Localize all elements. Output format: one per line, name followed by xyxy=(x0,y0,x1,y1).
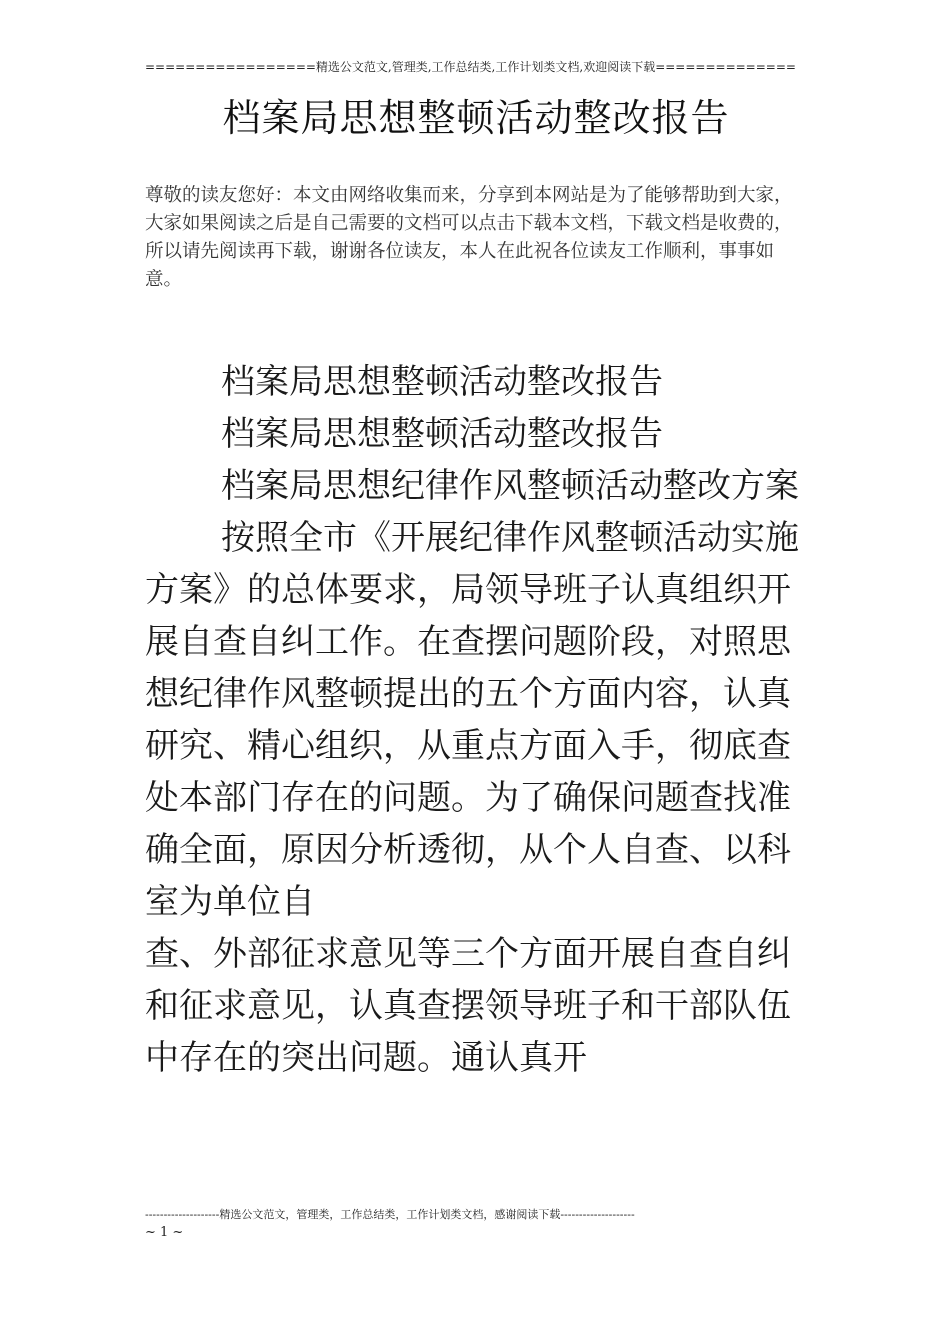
page-number: ~ 1 ~ xyxy=(145,1225,184,1240)
body-paragraph: 查、外部征求意见等三个方面开展自查自纠和征求意见，认真查摆领导班子和干部队伍中存在的突出问题。通认真开 xyxy=(145,934,791,1078)
body-paragraph: 档案局思想整顿活动整改报告 xyxy=(221,414,663,454)
header-banner: =================精选公文范文,管理类,工作总结类,工作计划类文档,欢迎阅读下载============== xyxy=(145,60,796,74)
reader-notice: 尊敬的读友您好：本文由网络收集而来，分享到本网站是为了能够帮助到大家，大家如果阅读之后是自己需要的文档可以点击下载本文档，下载文档是收费的，所以请先阅读再下载，谢谢各位读友，本人在此祝各位读友工作顺利，事事如意。 xyxy=(145,185,793,290)
document-title: 档案局思想整顿活动整改报告 xyxy=(222,96,730,140)
body-paragraph: 档案局思想整顿活动整改报告 xyxy=(221,362,663,402)
body-paragraph: 按照全市《开展纪律作风整顿活动实施方案》的总体要求，局领导班子认真组织开展自查自纠工作。在查摆问题阶段，对照思想纪律作风整顿提出的五个方面内容，认真研究、精心组织，从重点方面入手，彻底查处本部门存在的问题。为了确保问题查找准确全面，原因分析透彻，从个人自查、以科室为单位自 xyxy=(145,518,799,922)
body-paragraph: 档案局思想纪律作风整顿活动整改方案 xyxy=(221,466,799,506)
footer-banner: --------------------精选公文范文，管理类，工作总结类，工作计划类文档，感谢阅读下载-------------------- xyxy=(145,1208,635,1221)
document-body xyxy=(145,356,805,1084)
